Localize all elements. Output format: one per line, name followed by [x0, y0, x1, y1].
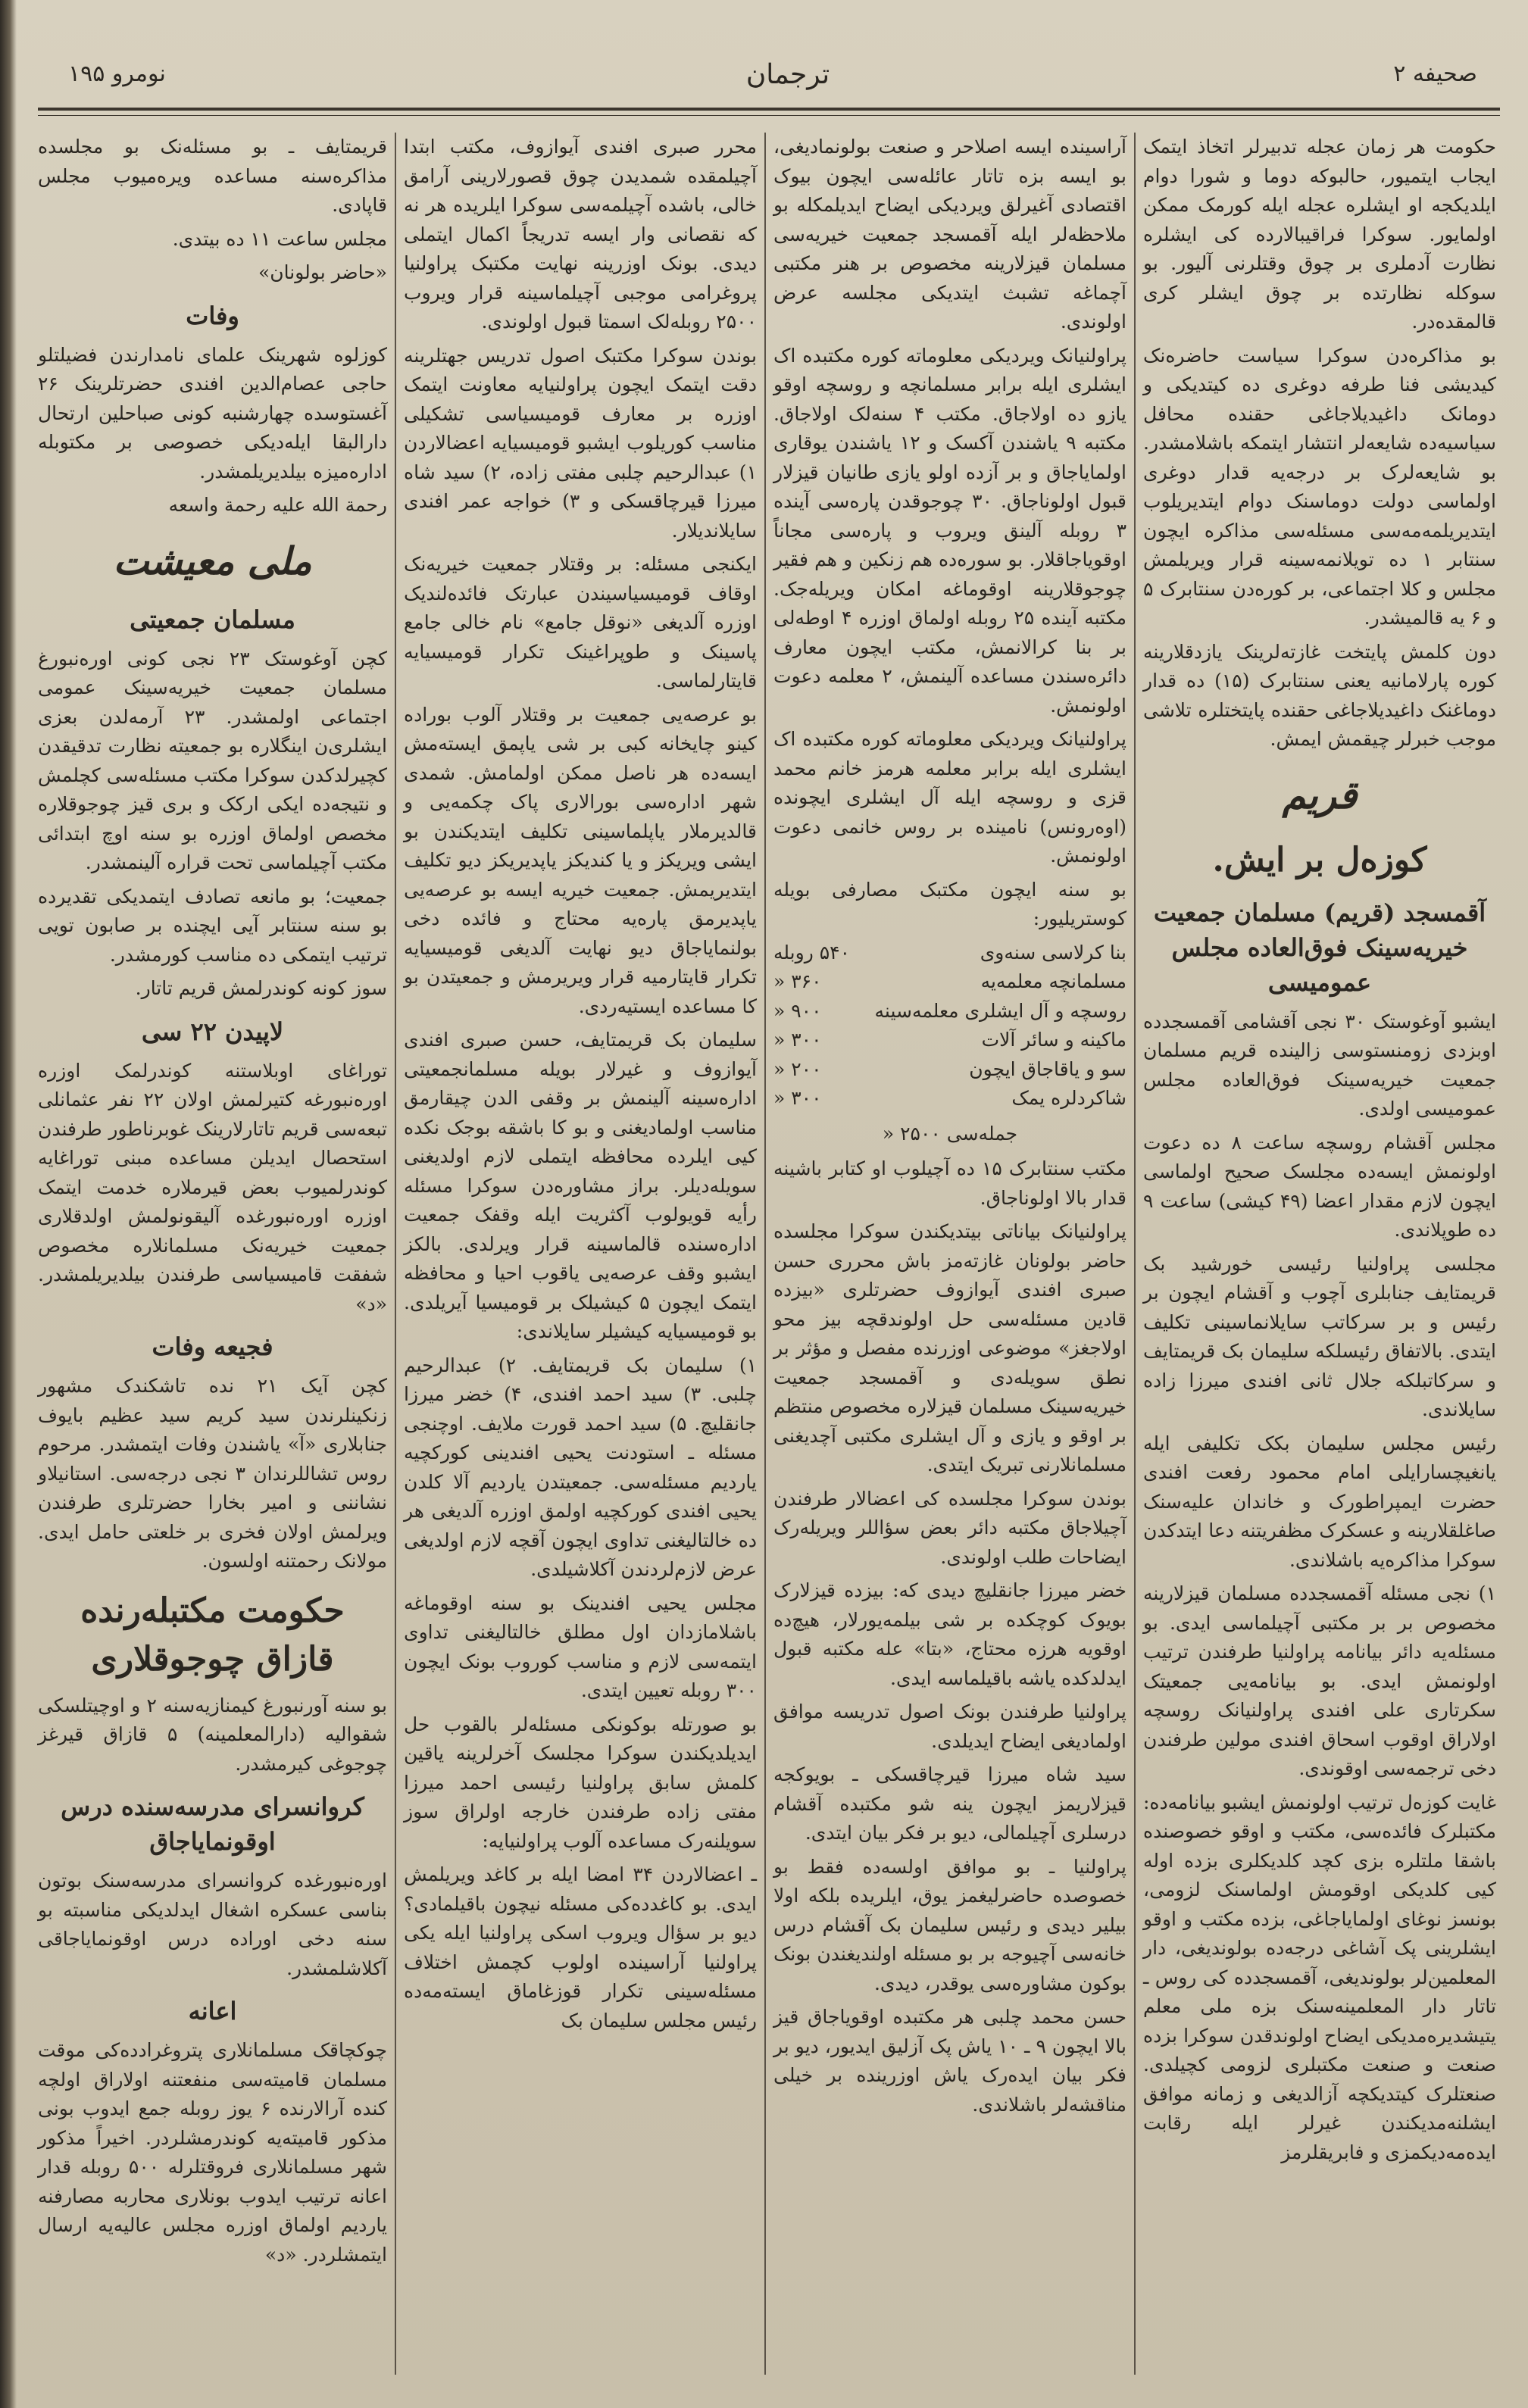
article-paragraph: بو عرصه‌یی جمعیت بر وقتلار آلوب بوراده کینو چایخانه کبی بر شی یاپمق ایسته‌مش ایسه‌ده هر ناصل ممکن اولمامش. شمدی شهر اداره‌سی بورالاری پاک چکمه‌یی و قالدیرملار یاپلماسینی تکلیف ایتدیکندن بو ایشی ویریکز و یا کندیکز یاپدیریکز دیو تکلیف ایتدیریمش. جمعیت خیریه ایسه بو عرصه‌یی یاپدیرمق پاره‌یه محتاج و فائده دخی بولنمایاجاق دیو نهایت آلدیغی قومیسیایه تکرار قایتارمیه قرار ویریرمش و جمعیتدن بو کا مساعده ایستیه‌ردی. — [404, 703, 757, 1017]
article-paragraph: چوکچاقک مسلمانلاری پتروغراد‌ده‌کی موقت مسلمان قامیته‌سی منفعتنه اولاراق اولچه کنده آرالارنده ۶ یوز روبله جمع ایدوب بونی مذکور قامیته‌یه کوندرمشلردر. اخیراً مذکور شهر مسلمانلاری فروقتلرله ۵۰۰ روبله قدار اعانه ترتیب ایدوب بونلاری محاربه مصارفنه یاردیم اولماق اوزره مجلس عالیه‌یه ارسال ایتمشلردر. «د» — [38, 2039, 387, 2266]
expense-row — [773, 997, 1126, 1026]
article-paragraph: جمعیت؛ بو مانعه تصادف ایتمدیکی تقدیرده بو سنه سنتابر آیی ایچنده بر صابون تویی ترتیب ایتمکی ده مناسب کورمشدر. — [38, 885, 387, 966]
expense-value: ۳۰۰ « — [773, 1029, 822, 1051]
article-paragraph: حسن محمد چلبی هر مکتبده اوقویاجاق قیز بالا ایچون ۹ ـ ۱۰ یاش پک آزلیق ایدیور، دیو بر فکر بیان ایده‌رک یاش اوزرینده بر خیلی مناقشه‌لر باشلاندی. — [773, 2006, 1127, 2116]
article-paragraph: سلیمان بک قریمتایف، حسن صبری افندی آیوازوف و غیرلار بویله مسلمانجمعیتی اداره‌سینه آلینمش بر وقفی الدن چیقارمق مناسب اولمادیغنی و بو کا باشقه بوجک نکده کیی ایلرده محافظه ایتملی لازم اولدیغنی سویله‌دیلر. براز مشاوره‌دن سوکرا مسئله رأیه قویولوب آکثریت ایله وقفک جمعیت اداره‌سنده قالماسینه قرار ویرلدی. بالکز ایشبو وقف عرصه‌یی یاقوب احیا و محافظه ایتمک ایچون ۵ کیشیلک بر قومیسیا آیریلدی. بو قومیسیایه کیشیلر سایلاندی: — [404, 1029, 757, 1342]
article-paragraph: مجلس یحیی افندینک بو سنه اوقوماغه باشلامازدان اول مطلق خالتالیغنی تداوی ایتمه‌سی لازم و مناسب کوروب بونک ایچون ۳۰۰ روبله تعیین ایتدی. — [404, 1591, 757, 1701]
article-heading: کروانسرای مدرسه‌سنده درس اوقونمایاجاق — [61, 1792, 364, 1856]
article-heading: آقمسجد (قریم) مسلمان جمعیت خیریه‌سینک فوق‌العاده مجلس عمومیسی — [1153, 898, 1486, 997]
article-heading: لاپیدن ۲۲ سی — [141, 1017, 284, 1046]
article-paragraph: ایکنجی مسئله: بر وقتلار جمعیت خیریه‌نک اوقاف قومیسیاسیندن عبارتک فائده‌لندیک اوزره آلدیغی «نوقل جامع» نام خالی جامع پاسینک و طوپراغینک تکرار قومیسیایه قایتارلماسی. — [404, 553, 757, 692]
expense-label: شاکردلره یمک — [1011, 1087, 1126, 1109]
article-heading: فجیعه وفات — [152, 1332, 273, 1361]
article-paragraph: بوندن سوکرا مجلسده کی اعضالار طرفندن آچیلاجاق مکتبه دائر بعض سؤاللر ویریله‌رک ایضاحات طلب اولوندی. — [773, 1487, 1126, 1568]
article-paragraph: کچن آیک ۲۱ نده تاشکندک مشهور زنکینلرندن سید کریم سید عظیم بایوف جنابلاری «آ» یاشندن وفات ایتمشدر. مرحوم روس تشاللرندان ۳ نجی درجه‌سی. استانیلاو نشاننی و امیر بخارا حضرتلری طرفندن ویرلمش اولان فخری بر خلعتی حامل ایدی. مولانک رحمتنه اولسون. — [38, 1375, 387, 1572]
expense-label: مسلمانچه معلمه‌یه — [980, 970, 1126, 992]
expense-value: ۳۰۰ « — [773, 1087, 822, 1109]
article-paragraph: مجلسی پراولنیا رئیسی خورشید بک قریمتایف جنابلری آچوب و آقشام ایچون بر رئیس و بر سرکاتب سایلانماسینی تکلیف ایتدی. بالاتفاق رئیسلکه سلیمان بک قریمتایف و سرکاتبلکه جلال ثانی افندی میرزا زاده سایلاندی. — [1143, 1252, 1496, 1420]
column-divider-2 — [764, 133, 766, 2375]
expense-label: بنا کرلاسی سنه‌وی — [980, 941, 1126, 964]
expense-value: ۲۰۰ « — [773, 1057, 822, 1080]
column-4 — [30, 133, 395, 2375]
article-heading: حکومت مکتبله‌رنده قازاق چوجوقلاری — [80, 1591, 345, 1679]
expense-value: ۵۴۰ روبله — [773, 941, 851, 964]
article-paragraph: پراولنیانک ویردیکی معلوماته کوره مکتبده اک ایشلری ایله برابر معلمه هرمز خانم محمد قزی و روسچه ایله آل ایشلری ایچونده (اوه‌رونس) نامینده بر روس خانمی دعوت اولونمش. — [773, 728, 1126, 867]
scan-edge-shadow — [0, 0, 17, 2408]
article-paragraph: رحمة الله علیه رحمة واسعه — [168, 494, 387, 516]
article-paragraph: کوزلوه شهرینک علمای نامدارندن فضیلتلو حاجی عصام‌الدین افندی حضرتلرینک ۲۶ آغستوسده چهارشنبه کونی صباحلین ارتحال دارالبقا ایله‌دیکی خصوصی بر مکتوبله اداره‌میزه بیلدیریلمشدر. — [38, 343, 387, 483]
article-columns — [30, 133, 1504, 2375]
issue-number-label: نومرو ۱۹۵ — [68, 61, 166, 87]
article-paragraph: غایت کوزه‌ل ترتیب اولونمش ایشبو بیانامه‌ده: مکتبلرک فائده‌سی، مکتب و اوقو خصوصنده باشقا ملتلره بزی کچد کلدیکلری بزده اوله کیی کلدیکی اوقومش اولماسنک لزومی، بونسز نوغای اولمایاجاغی، بزده مکتب و اوقو ایشلرینی پک آشاغی درجه‌ده بولوندیغی، دار المعلمین‌لر بولوندیغی، آقمسجدده کی روس ـ تاتار دار المعلمینه‌سنک بزه ملی معلم یتیشدیره‌مدیکی ایضاح اولوندقدن سوکرا بزده صنعت و صنعت مکتبلری لزومی کچیلدی. صنعتلرک کیتدیکچه آزالدیغی و زمانه موافق ایشلنه‌مدیکندن غیرلر ایله رقابت ایده‌مه‌دیکمزی و فابریقلرمز — [1143, 1791, 1496, 2163]
article-paragraph: ۱) سلیمان بک قریمتایف. ۲) عبدالرحیم چلبی. ۳) سید احمد افندی، ۴) خضر میرزا جانقلیچ. ۵) سید احمد قورت ملایف. اوچنجی مسئله ـ استودنت یحیی افندینی کورکچیه یاردیم مسئله‌سی. جمعیتدن یاردیم آلا کلدن یحیی افندی کورکچیه اولمق اوزره آلدیغی هر ده خالتالیغنی تداوی ایچون آقچه لازم اولدیغی عرض لازم‌لردندن آکلاشیلدی. — [404, 1354, 758, 1580]
column-divider-1 — [1134, 133, 1136, 2375]
header-rule-thin — [38, 115, 1500, 116]
article-paragraph: اوره‌نبورغده کروانسرای مدرسه‌سنک بوتون بناسی عسکره اشغال ایدلدیکی مناسبته بو سنه دخی اوراده درس اوقونمایاجاقی آکلاشلمشدر. — [38, 1869, 387, 1979]
expense-row — [773, 939, 1126, 968]
article-paragraph: پراولنیانک بیاناتی بیتدیکندن سوکرا مجلسده حاضر بولونان غازته‌مز باش محرری حسن صبری افندی آیوازوف حضرتلری «بیزده قادین مسئله‌سی حل اولوندقچه بیز محو اولاجغز» موضوعی اوزرنده مفصل و مؤثر بر نطق سویله‌دی و آقمسجد جمعیت خیریه‌سینک مسلمان قیزلاره مخصوص منتظم بر اوقو و یازی و آل ایشلری مکتبی آچدیغنی مسلمانلارنی تبریک ایتدی. — [773, 1220, 1126, 1476]
expense-label: ماکینه و سائر آلات — [981, 1029, 1126, 1051]
article-paragraph: آراسینده ایسه اصلاحر و صنعت بولونمادیغی، بو ایسه بزه تاتار عائله‌سی ایچون بیوک اقتصادی آغیرلق ویردیکی ایضاح ایدیلمکله بو ملاحظه‌لر ایله آقمسجد جمعیت خیریه‌سی مسلمان قیزلارینه مخصوص بر هنر مکتبی آچماغه تشبث ایتدیکی مجلسه عرض اولوندی. — [773, 136, 1126, 333]
article-paragraph: ـ اعضالاردن ۳۴ امضا ایله بر کاغد ویریلمش ایدی. بو کاغدده‌کی مسئله نیچون باقیلمادی؟ دیو بر سؤال ویروب اسکی پراولنیا ایله یکی پراولنیا آراسینده اولوب کچمش اختلاف مسئله‌سینی تکرار قوزغاماق ایسته‌مه‌ده رئیس مجلس سلیمان بک — [404, 1863, 757, 2032]
paper-name: ترجمان — [745, 59, 830, 90]
article-paragraph: ایشبو آوغوستک ۳۰ نجی آقشامی آقمسجدده اوبزدی زومنستوسی زالینده قریم مسلمان جمعیت خیریه‌سینک فوق‌العاده مجلس عمومیسی اولدی. — [1143, 1010, 1496, 1120]
expense-row — [773, 1055, 1126, 1085]
expense-total: جمله‌سی ۲۵۰۰ « — [882, 1122, 1018, 1145]
expense-label: روسچه و آل ایشلری معلمه‌سینه — [874, 999, 1126, 1022]
article-paragraph: بو مذاکره‌دن سوکرا سیاست حاضره‌نک کیدیشی فنا طرفه دوغری ده کیتدیکی و دومانک داغیدیلاجاغی حقنده محافل سیاسیه‌ده شایعه‌لر انتشار ایتمکه باشلامشدر. بو شایعه‌لرک بر درجه‌یه قدار دوغری اولماسی دولت دوماسنک دوام ایتدیریلوب ایتدیریلمه‌مه‌سی مسئله‌سی مذاکره ایچون سنتابر ۱ ده تویلانمه‌سینه قرار ویریلمش مجلس و کلا اجتماعی، بر کوره‌دن سنتابرک ۵ و ۶ یه قالمیشدر. — [1143, 344, 1497, 629]
expense-row — [773, 967, 1126, 997]
article-paragraph: ۱) نجی مسئله آقمسجدده مسلمان قیزلارینه مخصوص بر بر مکتبی آچیلماسی ایدی. بو مسئله‌یه دائر بیانامه پراولنیا طرفندن ترتیب اولونمش ایدی. بو بیانامه‌یی جمعیتک سکرتاری علی افندی پراولنیانک روسچه اولاراق اوقوب اسحاق افندی مولین طرفندن دخی ترجمه‌سی اوقوندی. — [1143, 1582, 1496, 1779]
article-paragraph: بو سنه ایچون مکتبک مصارفی بویله کوستریلیور: — [773, 878, 1126, 929]
article-heading: کوزه‌ل بر ایش. — [1212, 840, 1427, 879]
section-heading: قریم — [1282, 772, 1358, 817]
article-heading: مسلمان جمعیتی — [130, 604, 295, 634]
header-rule — [38, 108, 1500, 111]
article-paragraph: مجلس ساعت ۱۱ ده بیتدی. — [172, 227, 387, 250]
masthead — [38, 53, 1500, 121]
expense-value: ۹۰۰ « — [773, 999, 822, 1022]
article-paragraph: محرر صبری افندی آیوازوف، مکتب ابتدا آچیلمقده شمدیدن چوق قصورلارینی آرامق خالی، باشده آچیلمه‌سی سوکرا ایلریده هر نه که نقصانی وار ایسه تدریجاً اکمال ایتملی دیدی. بونک اوزرینه نهایت مکتبک پراولنیا پروغرامی موجبی آچیلماسینه قرار ویروب ۲۵۰۰ روبله‌لک اسمتا قبول اولوندی. — [404, 136, 757, 333]
article-paragraph: بوندن سوکرا مکتبک اصول تدریس جهتلرینه دقت ایتمک ایچون پراولنیایه معاونت ایتمک اوزره بر معارف قومیسیاسی تشکیلی مناسب کوریلوب ایشبو قومیسیایه اعضالاردن ۱) عبدالرحیم چلبی مفتی زاده، ۲) سید شاه میرزا قیرچاقسکی و ۳) خواجه عمر افندی سایلاندیلار. — [404, 344, 758, 542]
column-divider-3 — [395, 133, 396, 2375]
article-heading: وفات — [186, 301, 239, 330]
article-paragraph: سوز کونه کوندرلمش قریم تاتار. — [135, 977, 387, 999]
article-paragraph: رئیس مجلس سلیمان بکک تکلیفی ایله یانغیچسارایلی امام محمود رفعت افندی حضرت ایمپراطورک و خاندان علیه‌سنک صاغلقلارینه و عسکرک مظفریتنه دعا ایتدکدن سوکرا مذاکره‌یه باشلاندی. — [1143, 1432, 1496, 1571]
article-paragraph: پراولنیا ـ بو موافق اولسه‌ده فقط بو خصوصده حاضرلیغمز یوق، ایلریده بلکه اولا بیلیر دیدی و رئیس سلیمان بک آقشام درس خانه‌سی آچیوجه بر بو مسئله اولندیغندن بونک بوکون مشاوره‌سی یوقدر، دیدی. — [773, 1855, 1126, 1994]
article-paragraph: مکتب سنتابرک ۱۵ ده آچیلوب او کتابر باشینه قدار بالا اولوناجاق. — [773, 1157, 1127, 1209]
expense-row — [773, 1084, 1126, 1113]
article-paragraph: دون کلمش پایتخت غازته‌لرینک یازدقلارینه کوره پارلامانیه یعنی سنتابرک (۱۵) ده قدار دوماغنک داغیدیلاجاغی حقنده پایتختلره تلاشی موجب خبرلر چیقمش ایمش. — [1143, 640, 1496, 750]
article-paragraph: بو صورتله بوکونکی مسئله‌لر بالقوب حل ایدیلدیکندن سوکرا مجلسک آخرلرینه یاقین کلمش سابق پراولنیا رئیسی احمد میرزا مفتی زاده طرفندن خارجه اولراق سوز سویلنه‌رک مساعده آلوب پراولنیایه: — [404, 1713, 757, 1852]
article-heading: اعانه — [188, 1997, 237, 2025]
expense-row — [773, 1026, 1126, 1055]
column-2 — [766, 133, 1134, 2375]
page-number-label: صحیفه ۲ — [1393, 61, 1477, 87]
expense-table — [773, 939, 1126, 1113]
article-paragraph: مجلس آقشام روسچه ساعت ۸ ده دعوت اولونمش ایسه‌ده مجلسک صحیح اولماسی ایچون لازم مقدار اعضا (۴۹ کیشی) ساعت ۹ ده طوپلاندی. — [1143, 1131, 1496, 1241]
column-1 — [1136, 133, 1504, 2375]
section-heading: ملی معیشت — [113, 538, 312, 583]
expense-value: ۳۶۰ « — [773, 970, 822, 992]
column-3 — [396, 133, 764, 2375]
article-paragraph: سید شاه میرزا قیرچاقسکی ـ بویوکجه قیزلاریمز ایچون ینه شو مکتبده آقشام درسلری آچیلمالی، دیو بر فکر بیان ایتدی. — [773, 1763, 1126, 1844]
article-paragraph: حکومت هر زمان عجله تدبیرلر اتخاذ ایتمک ایجاب ایتمیور، حالبوکه دوما و شورا دوام ایلدیکجه او ایشلره عجله ایله کورمک ممکن اولمایور. سوکرا فراقیبالارده کی ایشلره نظارت آدملری بر چوق وقتلرنی آلیور. بو سوکله نظارتده بر چوق ایشلر کری قالمقده‌در. — [1143, 136, 1496, 333]
article-paragraph: خضر میرزا جانقلیچ دیدی که: بیزده قیزلارک بویوک کوچکده بر شی بیلمه‌یورلار، هیچ‌ده اوقویه هرزه محتاج، «بتا» عله مکتبه قبول ایدلدکده یاشه باقیلماسه ایدی. — [773, 1579, 1126, 1689]
article-paragraph: بو سنه آورنبورغ کیمنازیه‌سنه ۲ و اوچیتلسکی شقوالیه (دارالمعلمینه) ۵ قازاق قیرغز چوجوغی کیرمشدر. — [38, 1694, 387, 1775]
article-paragraph: توراغای اوبلاستنه کوندرلمک اوزره اوره‌نبورغه کتیرلمش اولان ۲۲ نفر عثمانلی تبعه‌سی قریم تاتارلارینک غوبرناطور طرفندن استحصال ایدیلن مساعده مبنی توراغایه کوندرلمیوب بعض قیرملاره خدمت ایتمک اوزره اوره‌نبورغده آلیقونولمش اولدقلاری جمعیت خیریه‌نک مسلمانلاره مخصوص شفقت قامیسیاسی طرفندن بیلدیریلمشدر. «د» — [38, 1059, 387, 1315]
expense-label: سو و یاقاجاق ایچون — [969, 1057, 1126, 1080]
article-paragraph: قریمتایف ـ بو مسئله‌نک بو مجلسده مذاکره‌سنه مساعده ویره‌میوب مجلس قاپادی. — [38, 136, 387, 216]
article-paragraph: کچن آوغوستک ۲۳ نجی کونی اوره‌نبورغ مسلمان جمعیت خیریه‌سینک عمومی اجتماعی اولمشدر. ۲۳ آرمه‌لدن بعزی ایشلری‌ن اینگلاره بو جمعیته نظارت تدقیقدن کچیرلدکدن سوکرا مکتب مسئله‌سی کچلمش و نتیجه‌ده ایکی ارکک و بری قیز چوجوقلاره مخصص اولماق اوزره بو سنه اوچ ابتدائی مکتب آچیلماسی تحت قراره آلینمشدر. — [38, 647, 388, 873]
article-paragraph: پراولنیا طرفندن بونک اصول تدریسه موافق اولمادیغی ایضاح ایدیلدی. — [773, 1701, 1126, 1752]
article-paragraph: «حاضر بولونان» — [258, 261, 387, 283]
article-paragraph: پراولنیانک ویردیکی معلوماته کوره مکتبده اک ایشلری ایله برابر مسلمانچه و روسچه اوقو یازو ده اولاجاق. مکتب ۴ سنه‌لک اولاجاق. مکتبه ۹ یاشندن آکسک و ۱۲ یاشندن یوقاری اولمایاجاق و بر آزده اولو یازی طانیان قیزلار قبول اولوناجاق. ۳۰ چوجوقدن پاره‌سی آینده ۳ روبله آلینق ویروب و پاره‌سی مجاناً اوقویاجاقلار. بو سوره‌ده هم زنکین و هم فقیر چوجوقلارینه اوقوماغه امکان ویریله‌جک. مکتبه آینده ۲۵ روبله اولماق اوزره ۴ اوطه‌لی بر بنا کرالانمش، مکتب ایچون معارف دائره‌سندن مساعده آلینمش، ۲ معلمه دعوت اولونمش. — [773, 344, 1126, 717]
